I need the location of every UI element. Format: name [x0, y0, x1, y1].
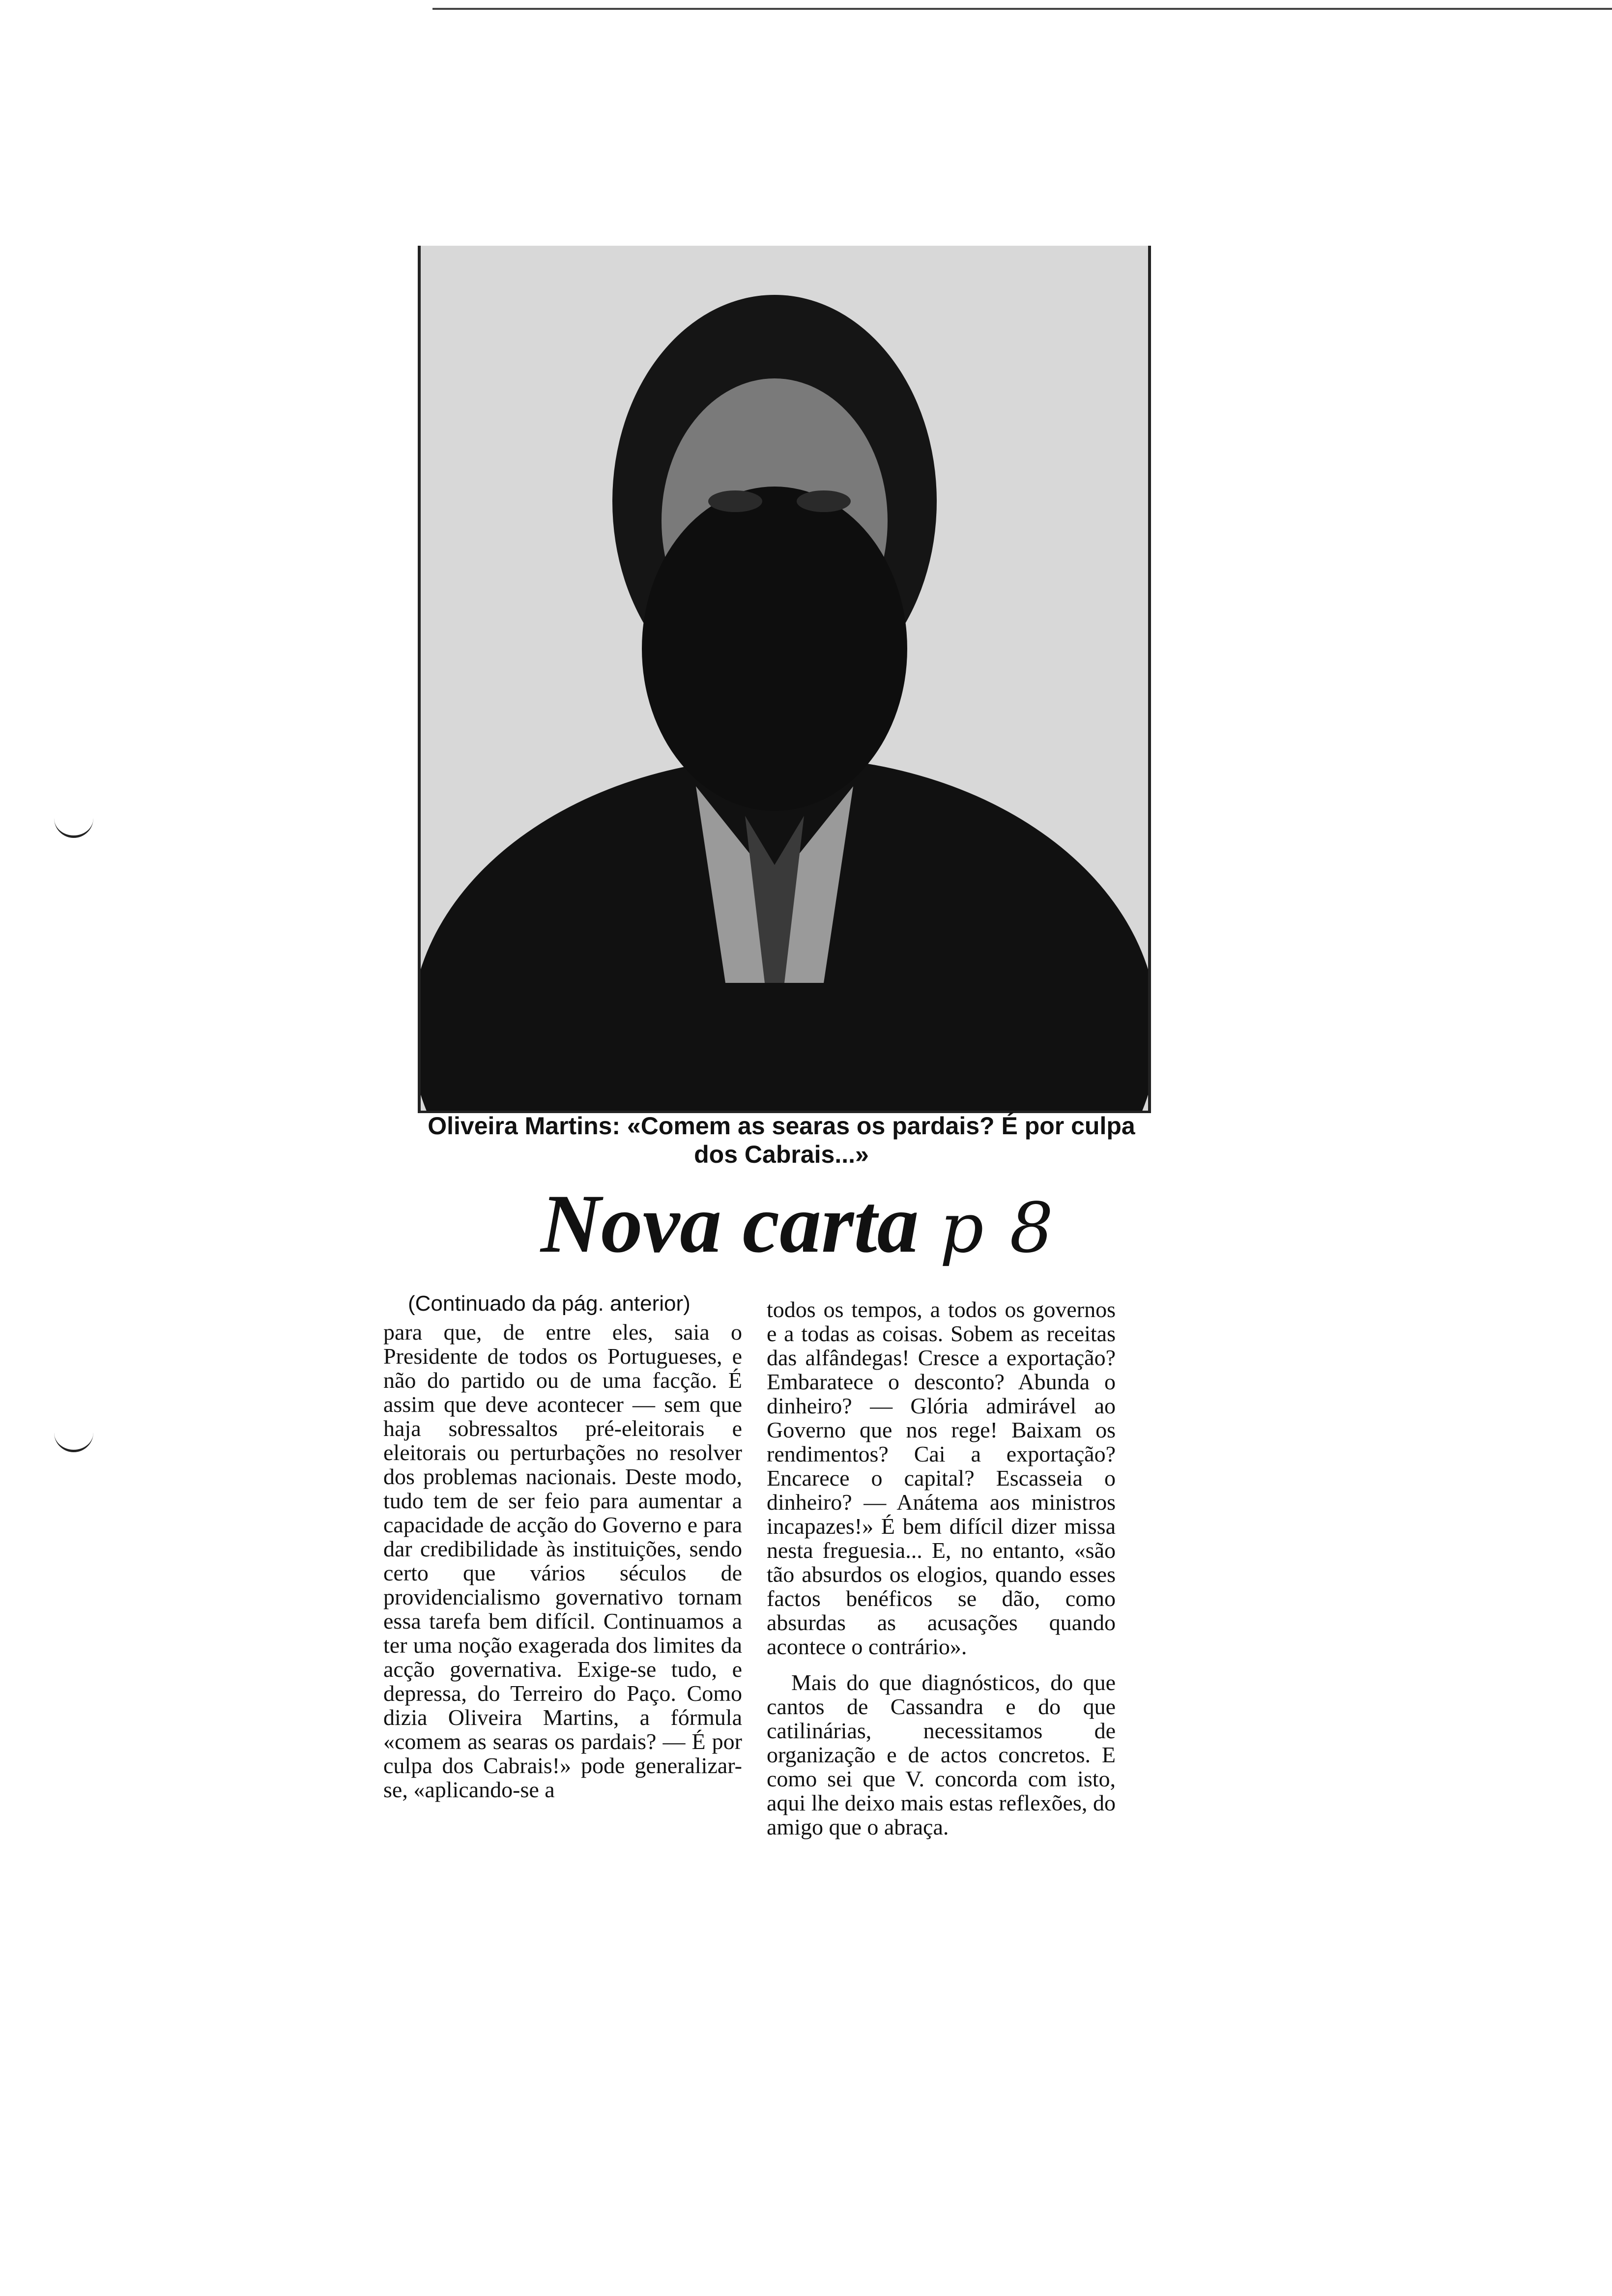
handwritten-page-annotation: p 8 [940, 1188, 1056, 1268]
margin-punch-mark [54, 806, 93, 838]
article-column-left [383, 1320, 742, 1802]
article-headline [541, 1175, 1130, 1278]
portrait-photo [418, 246, 1151, 1113]
margin-punch-mark [54, 1420, 93, 1452]
article-paragraph: Mais do que diagnósticos, do que cantos de Cassandra e do que catilinárias, necessitamos de organização e de actos concretos. E como sei que V. concorda com isto, aqui lhe deixo mais estas reflexões, do amigo que o abraça. [767, 1670, 1116, 1839]
portrait-illustration [421, 246, 1148, 1111]
article-paragraph: para que, de entre eles, saia o Presidente de todos os Portugueses, e não do partido ou de uma facção. É assim que deve acontecer — sem que haja sobressaltos pré-eleitorais e eleitorais ou perturbações no resolver dos problemas nacionais. Deste modo, tudo tem de ser feio para aumentar a capacidade de acção do Governo e para dar credibilidade às instituições, sendo certo que vários séculos de providencialismo governativo tornam essa tarefa bem difícil. Continuamos a ter uma noção exagerada dos limites da acção governativa. Exige-se tudo, e depressa, do Terreiro do Paço. Como dizia Oliveira Martins, a fórmula «comem as searas os pardais? — É por culpa dos Cabrais!» pode generalizar-se, «aplicando-se a [383, 1320, 742, 1802]
article-paragraph: todos os tempos, a todos os governos e a todas as coisas. Sobem as receitas das alfândegas! Cresce a exportação? Embaratece o desconto? Abunda o dinheiro? — Glória admirável ao Governo que nos rege! Baixam os rendimentos? Cai a exportação? Encarece o capital? Escasseia o dinheiro? — Anátema aos ministros incapazes!» É bem difícil dizer missa nesta freguesia... E, no entanto, «são tão absurdos os elogios, quando esses factos benéficos se dão, como absurdas as acusações quando acontece o contrário». [767, 1297, 1116, 1659]
scan-top-edge [432, 8, 1612, 10]
continued-note: (Continuado da pág. anterior) [408, 1292, 691, 1316]
photo-caption: Oliveira Martins: «Comem as searas os pardais? É por culpa dos Cabrais...» [428, 1112, 1135, 1168]
headline-title: Nova carta [541, 1177, 919, 1270]
article-column-right [767, 1297, 1116, 1839]
